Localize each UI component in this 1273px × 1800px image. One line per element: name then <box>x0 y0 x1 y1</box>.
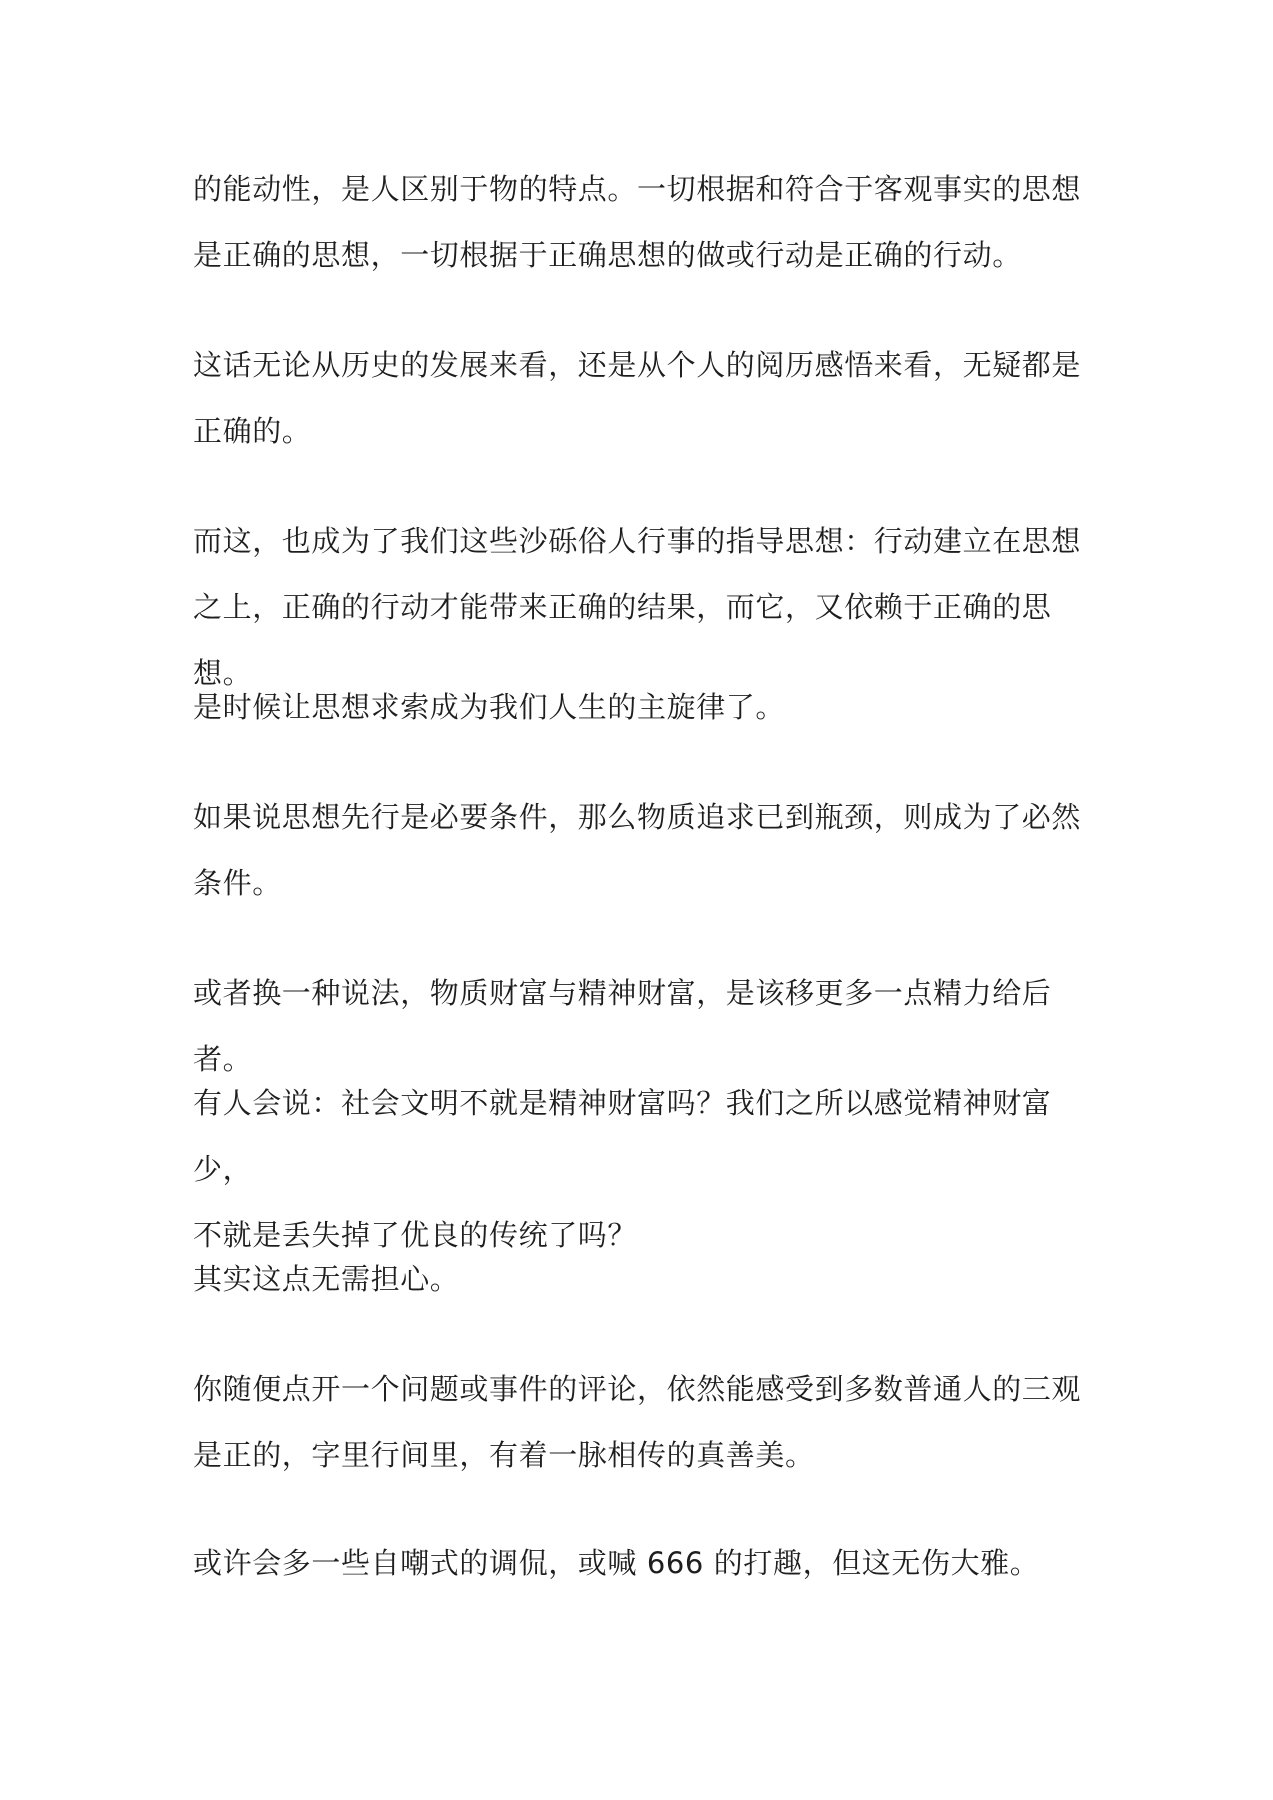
paragraph: 其实这点无需担心。 <box>193 1262 460 1296</box>
paragraph: 有人会说：社会文明不就是精神财富吗？我们之所以感觉精神财富少， 不就是丢失掉了优良的传统了吗？ <box>193 1086 1052 1252</box>
paragraph: 或许会多一些自嘲式的调侃，或喊 666 的打趣，但这无伤大雅。 <box>193 1546 1040 1580</box>
paragraph: 如果说思想先行是必要条件，那么物质追求已到瓶颈，则成为了必然 条件。 <box>193 800 1082 900</box>
paragraph: 的能动性，是人区别于物的特点。一切根据和符合于客观事实的思想 是正确的思想，一切根据于正确思想的做或行动是正确的行动。 <box>193 172 1082 272</box>
paragraph: 是时候让思想求索成为我们人生的主旋律了。 <box>193 690 786 724</box>
paragraph: 你随便点开一个问题或事件的评论，依然能感受到多数普通人的三观 是正的，字里行间里，有着一脉相传的真善美。 <box>193 1372 1082 1472</box>
paragraph: 而这，也成为了我们这些沙砾俗人行事的指导思想：行动建立在思想 之上，正确的行动才能带来正确的结果，而它，又依赖于正确的思想。 <box>193 524 1082 690</box>
paragraph: 或者换一种说法，物质财富与精神财富，是该移更多一点精力给后者。 <box>193 976 1052 1076</box>
paragraph: 这话无论从历史的发展来看，还是从个人的阅历感悟来看，无疑都是 正确的。 <box>193 348 1082 448</box>
